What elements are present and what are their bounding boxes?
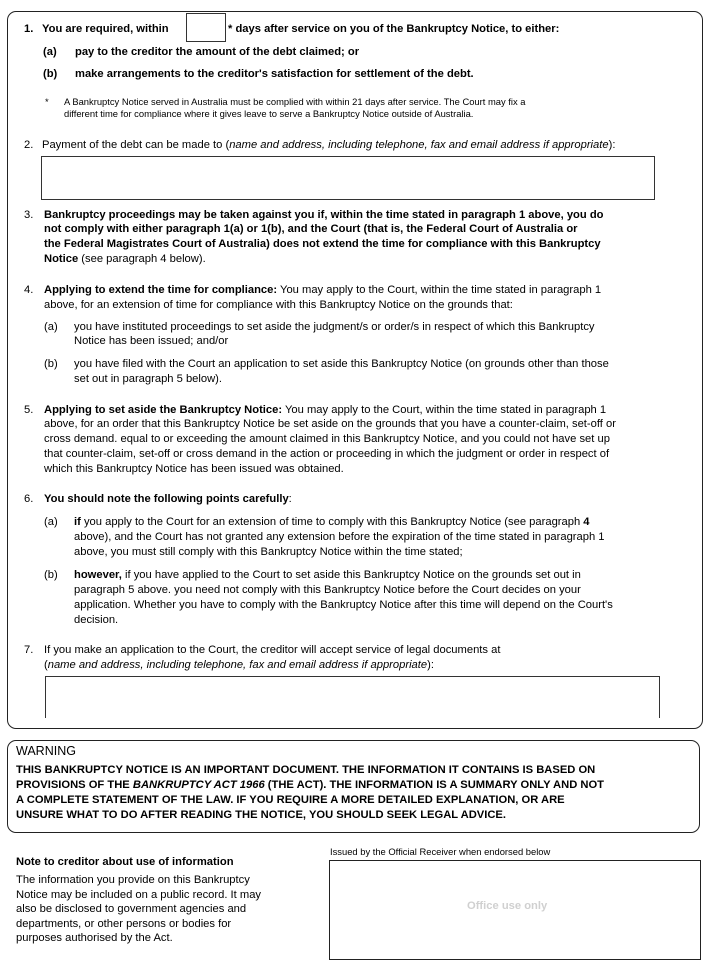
para-3-number: 3.	[24, 209, 34, 221]
para-1a-label: (a)	[43, 46, 57, 58]
para-4-line1: Applying to extend the time for compliance: You may apply to the Court, within the time stated in paragraph 1	[44, 284, 602, 296]
para-5-line3: cross demand. equal to or exceeding the amount claimed in this Bankruptcy Notice, and you could not have set up	[44, 433, 610, 445]
para-5-number: 5.	[24, 404, 34, 416]
para-6a-line3: above, you must still comply with this Bankruptcy Notice within the time stated;	[74, 546, 463, 558]
note-creditor-title: Note to creditor about use of information	[16, 856, 234, 868]
para-1-intro-b: * days after service on you of the Bankruptcy Notice, to either:	[228, 23, 560, 35]
office-use-label: Office use only	[467, 900, 548, 912]
warning-title: WARNING	[16, 744, 76, 758]
para-1-note-star: *	[45, 96, 49, 107]
warning-line2: PROVISIONS OF THE BANKRUPTCY ACT 1966 (THE ACT). THE INFORMATION IS A SUMMARY ONLY AND NOT	[16, 779, 605, 791]
para-4b-label: (b)	[44, 358, 58, 370]
payment-address-field[interactable]	[41, 156, 655, 200]
note-creditor-line: The information you provide on this Bankruptcy	[16, 874, 250, 886]
para-1-note-line1: A Bankruptcy Notice served in Australia must be complied with within 21 days after service. The Court may fix a	[64, 96, 526, 107]
para-4-number: 4.	[24, 284, 34, 296]
para-5-line4: that counter-claim, set-off or cross demand in the action or proceeding in which the judgment or order in respect of	[44, 448, 610, 460]
para-2-text: Payment of the debt can be made to (name and address, including telephone, fax and email address if appropriate):	[42, 139, 616, 151]
para-6b-line2: paragraph 5 above. you need not comply with this Bankruptcy Notice before the Court decides on your	[74, 584, 581, 596]
warning-line1: THIS BANKRUPTCY NOTICE IS AN IMPORTANT DOCUMENT. THE INFORMATION IT CONTAINS IS BASED ON	[16, 764, 596, 776]
note-creditor-body	[16, 873, 261, 946]
para-1b-text: make arrangements to the creditor's satisfaction for settlement of the debt.	[75, 68, 474, 80]
warning-line4: UNSURE WHAT TO DO AFTER READING THE NOTICE, YOU SHOULD SEEK LEGAL ADVICE.	[16, 809, 506, 821]
para-1-note-line2: different time for compliance where it gives leave to serve a Bankruptcy Notice outside of Australia.	[64, 108, 474, 119]
note-creditor-line: Notice may be included on a public record. It may	[16, 888, 262, 901]
para-6a-line2: above), and the Court has not granted any extension before the expiration of the time stated in paragraph 1	[74, 531, 605, 543]
para-1-number: 1.	[24, 23, 34, 35]
para-5-line2: above, for an order that this Bankruptcy Notice be set aside on the grounds that you have a counter-claim, set-off or	[44, 418, 616, 430]
para-6b-label: (b)	[44, 569, 58, 581]
para-3-line2: not comply with either paragraph 1(a) or 1(b), and the Court (that is, the Federal Court of Australia or	[44, 223, 578, 235]
para-4a-line1: you have instituted proceedings to set aside the judgment/s or order/s in respect of which this Bankruptcy	[74, 321, 595, 333]
para-6a-line1: if you apply to the Court for an extension of time to comply with this Bankruptcy Notice (see paragraph 4	[74, 516, 590, 528]
para-6-number: 6.	[24, 493, 34, 505]
note-creditor-line: departments, or other persons or bodies for	[16, 917, 232, 930]
para-6b-line3: application. Whether you have to comply with the Bankruptcy Notice after this time will depend on the Court's	[74, 599, 613, 611]
para-6-heading: You should note the following points carefully:	[44, 493, 292, 505]
para-3-line3: the Federal Magistrates Court of Australia) does not extend the time for compliance with this Bankruptcy	[44, 238, 601, 250]
days-input-box[interactable]	[186, 13, 226, 42]
para-4a-label: (a)	[44, 321, 58, 333]
para-7-number: 7.	[24, 644, 34, 656]
para-1a-text: pay to the creditor the amount of the debt claimed; or	[75, 46, 360, 58]
official-receiver-caption: Issued by the Official Receiver when endorsed below	[330, 846, 551, 857]
para-4a-line2: Notice has been issued; and/or	[74, 335, 229, 347]
note-creditor-line: also be disclosed to government agencies and	[16, 903, 247, 915]
para-6b-line1: however, if you have applied to the Court to set aside this Bankruptcy Notice on the grounds set out in	[74, 569, 581, 581]
para-4b-line1: you have filed with the Court an application to set aside this Bankruptcy Notice (on grounds other than those	[74, 358, 609, 370]
para-7-line2: (name and address, including telephone, fax and email address if appropriate):	[44, 659, 434, 671]
service-address-field[interactable]	[45, 676, 660, 718]
note-creditor-line: purposes authorised by the Act.	[16, 932, 173, 944]
para-4b-line2: set out in paragraph 5 below).	[74, 373, 223, 385]
para-7-line1: If you make an application to the Court, the creditor will accept service of legal documents at	[44, 644, 501, 656]
para-3-line1: Bankruptcy proceedings may be taken against you if, within the time stated in paragraph 1 above, you do	[44, 209, 604, 221]
para-6a-label: (a)	[44, 516, 58, 528]
para-4-line2: above, for an extension of time for compliance with this Bankruptcy Notice on the grounds that:	[44, 299, 513, 311]
para-1-intro-a: You are required, within	[42, 23, 169, 35]
para-2-number: 2.	[24, 139, 34, 151]
para-5-line5: which this Bankruptcy Notice has been issued was obtained.	[44, 463, 344, 475]
para-1b-label: (b)	[43, 68, 58, 80]
para-6b-line4: decision.	[74, 614, 119, 626]
warning-line3: A COMPLETE STATEMENT OF THE LAW. IF YOU REQUIRE A MORE DETAILED EXPLANATION, OR ARE	[16, 794, 565, 806]
para-5-line1: Applying to set aside the Bankruptcy Notice: You may apply to the Court, within the time stated in paragraph 1	[44, 404, 607, 416]
para-3-line4: Notice (see paragraph 4 below).	[44, 253, 206, 265]
